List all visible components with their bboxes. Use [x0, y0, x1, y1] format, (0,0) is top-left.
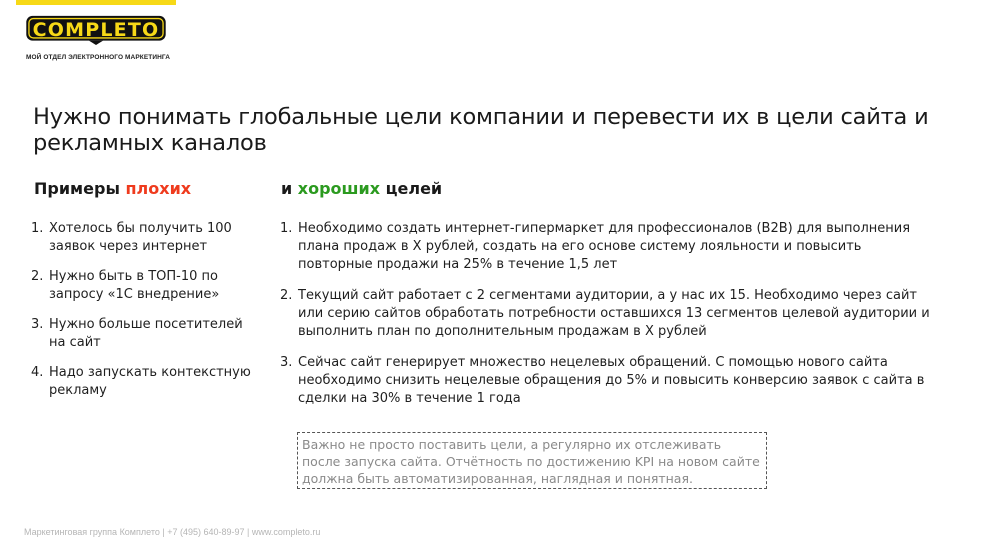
logo-wordmark: COMPLETO — [32, 19, 160, 41]
list-item-text: Надо запускать контекстную рекламу — [49, 365, 251, 398]
list-item-text: Нужно быть в ТОП-10 по запросу «1С внедрение» — [49, 269, 220, 302]
top-accent-bar — [16, 0, 176, 5]
list-item — [31, 364, 253, 400]
good-examples-heading — [281, 179, 442, 198]
slide-title: Нужно понимать глобальные цели компании и перевести их в цели сайта и рекламных каналов — [33, 104, 929, 156]
good-heading-highlight: хороших — [297, 179, 381, 198]
list-item-text: Текущий сайт работает с 2 сегментами аудитории, а у нас их 15. Необходимо через сайт или серию сайтов обработать потребности оставшихся 13 сегментов целевой аудитории и выполнить план по дополнительным продажам в Х рублей — [298, 288, 930, 339]
list-item — [280, 220, 940, 274]
bad-examples-heading — [34, 179, 191, 198]
list-item — [31, 268, 253, 304]
list-item-text: Сейчас сайт генерирует множество нецелевых обращений. С помощью нового сайта необходимо снизить нецелевые обращения до 5% и повысить конверсию заявок с сайта в сделки на 30% в течение 1 года — [298, 355, 925, 406]
good-examples-list — [280, 220, 940, 421]
logo-tagline: МОЙ ОТДЕЛ ЭЛЕКТРОННОГО МАРКЕТИНГА — [26, 54, 171, 61]
list-item — [280, 354, 940, 408]
list-item-number: 1. — [31, 221, 44, 236]
list-item-number: 3. — [31, 317, 44, 332]
logo[interactable] — [16, 15, 178, 63]
list-item-text: Хотелось бы получить 100 заявок через интернет — [49, 221, 232, 254]
list-item-number: 4. — [31, 365, 44, 380]
footer-contacts: Маркетинговая группа Комплето | +7 (495) 640-89-97 | www.completo.ru — [24, 527, 321, 537]
bad-heading-highlight: плохих — [125, 179, 192, 198]
good-heading-suffix: целей — [380, 179, 443, 198]
list-item-number: 3. — [280, 355, 293, 370]
list-item — [280, 287, 940, 341]
list-item-number: 2. — [280, 288, 293, 303]
good-heading-prefix: и — [281, 179, 298, 198]
bad-examples-list — [31, 220, 253, 412]
list-item — [31, 220, 253, 256]
list-item-number: 1. — [280, 221, 293, 236]
bad-heading-prefix: Примеры — [34, 179, 126, 198]
list-item-text: Нужно больше посетителей на сайт — [49, 317, 243, 350]
list-item-number: 2. — [31, 269, 44, 284]
list-item-text: Необходимо создать интернет-гипермаркет для профессионалов (B2B) для выполнения плана продаж в Х рублей, создать на его основе систему лояльности и повысить повторные продажи на 25% в течение 1,5 лет — [298, 221, 911, 272]
list-item — [31, 316, 253, 352]
kpi-note-box: Важно не просто поставить цели, а регулярно их отслеживать после запуска сайта. Отчётность по достижению KPI на новом сайте должна быть автоматизированная, наглядная и понятная. — [297, 432, 767, 489]
